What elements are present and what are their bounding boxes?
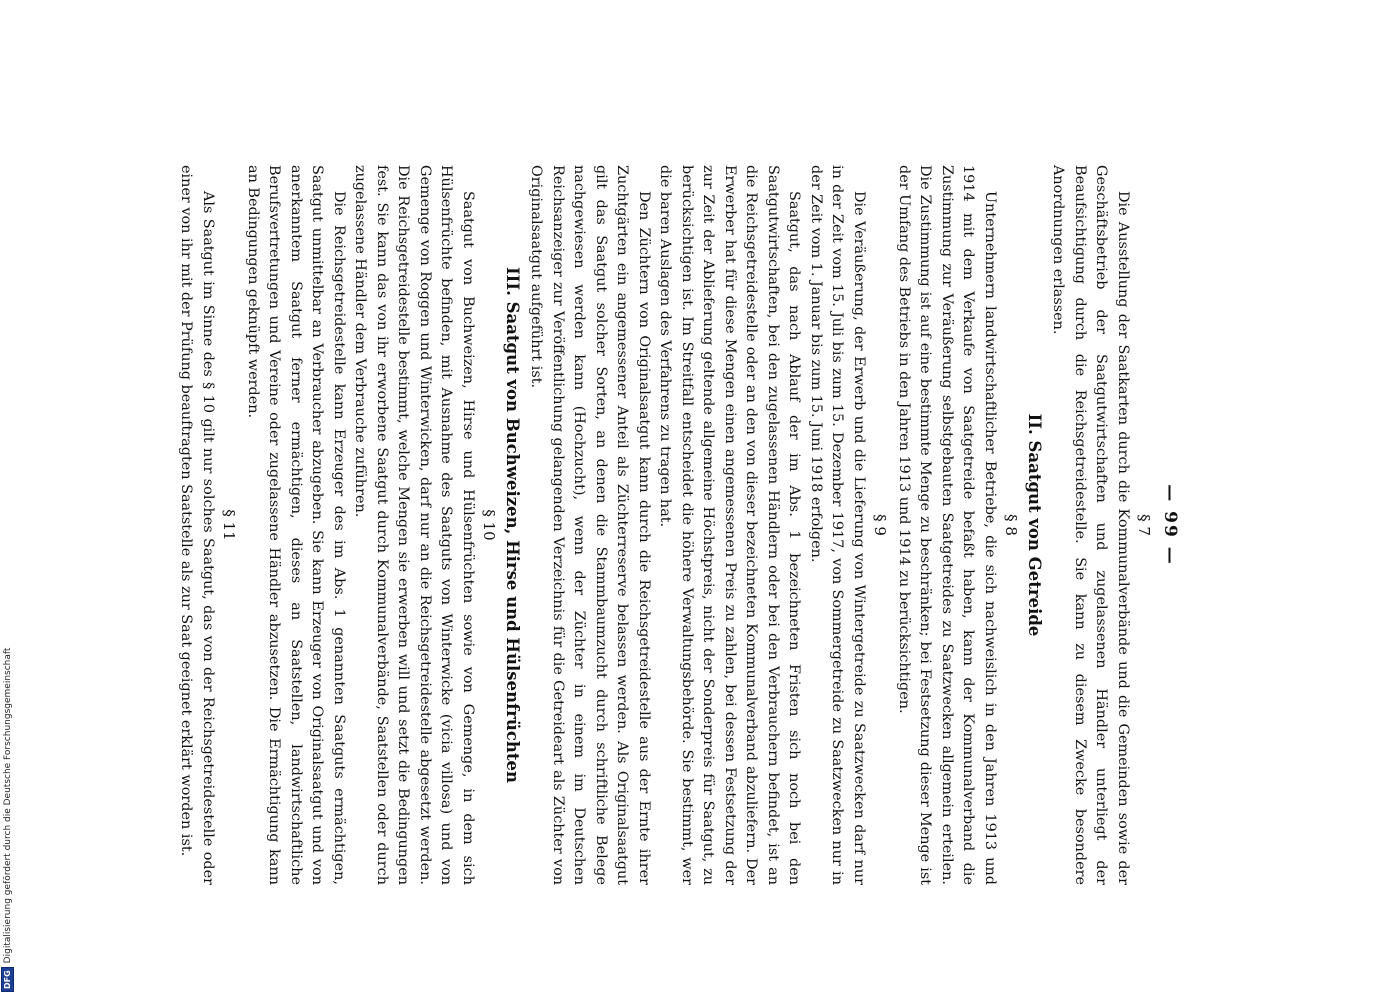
digitization-credit-strip — [0, 0, 16, 1000]
section-10-title: § 10 — [480, 509, 499, 541]
section-11-paragraph: Als Saatgut im Sinne des § 10 gilt nur solches Saatgut, das von der Reichsgetreidestelle oder einer von ihr mit der Prüfung beauftragten Saatstelle als zur Saat geeignet erklärt worden ist. — [178, 165, 216, 885]
section-9-paragraph-2: Saatgut, das nach Ablauf der im Abs. 1 bezeichneten Fristen sich noch bei den Saatgutwirtschaften, bei den zugelassenen Händlern oder bei den Verbrauchern befindet, ist an die Reichsgetreidestelle oder an den von dieser bezeichneten Kommunalverband abzuliefern. Der Erwerber hat für diese Mengen einen angemessenen Preis zu zahlen, bei dessen Festsetzung der zur Zeit der Ablieferung geltende allgemeine Höchstpreis, nicht der Sonderpreis für Saatgut, zu berücksichtigen ist. Im Streitfall entscheidet die höhere Verwaltungsbehörde. Sie bestimmt, wer die baren Auslagen des Verfahrens zu tragen hat. — [657, 165, 803, 885]
section-8-title: § 8 — [1002, 514, 1021, 536]
section-7-title: § 7 — [1135, 514, 1154, 536]
section-9-title: § 9 — [871, 514, 890, 536]
part-3-heading: III. Saatgut von Buchweizen, Hirse und Hülsenfrüchten — [503, 266, 522, 784]
section-11-title: § 11 — [220, 509, 239, 541]
document-page — [176, 165, 1180, 885]
section-10-paragraph-2: Die Reichsgetreidestelle kann Erzeuger des im Abs. 1 genannten Saatguts ermächtigen, Saatgut unmittelbar an Verbraucher abzugeben. Sie kann Erzeuger von Originalsaatgut und von anerkanntem Saatgut ferner ermächtigen, dieses an Saatstellen, landwirtschaftliche Berufsvertretungen und Vereine oder zugelassene Händler abzusetzen. Die Ermächtigung kann an Bedingungen geknüpft werden. — [245, 165, 347, 885]
section-10-paragraph-1: Saatgut von Buchweizen, Hirse und Hülsenfrüchten sowie von Gemenge, in dem sich Hülsenfrüchte befinden, mit Ausnahme des Saatguts von Winterwicke (vicia villosa) und von Gemenge von Roggen und Winterwicken, darf nur an die Reichsgetreidestelle abgesetzt werden. Die Reichsgetreidestelle bestimmt, welche Mengen sie erwerben will und setzt die Bedingungen fest. Sie kann das von ihr erworbene Saatgut durch Kommunalverbände, Saatstellen oder durch zugelassene Händler dem Verbrauche zuführen. — [352, 165, 476, 885]
section-8-paragraph: Unternehmern landwirtschaftlicher Betriebe, die sich nachweislich in den Jahren 1913 und 1914 mit dem Verkaufe von Saatgetreide befaßt haben, kann der Kommunalverband die Zustimmung zur Veräußerung selbstgebauten Saatgetreides zu Saatzwecken allgemein erteilen. Die Zustimmung ist auf eine bestimmte Menge zu beschränken; bei Festsetzung dieser Menge ist der Umfang des Betriebs in den Jahren 1913 und 1914 zu berücksichtigen. — [896, 165, 998, 885]
part-2-heading: II. Saatgut von Getreide — [1025, 413, 1044, 637]
section-9-paragraph-3: Den Züchtern von Originalsaatgut kann durch die Reichsgetreidestelle aus der Ernte ihrer Zuchtgärten ein angemessener Anteil als Züchterreserve belassen werden. Als Originalsaatgut gilt das Saatgut solcher Sorten, an denen die Stammbaumzucht durch schriftliche Belege nachgewiesen werden kann (Hochzucht), wenn der Züchter in einem im Deutschen Reichsanzeiger zur Veröffentlichung gelangenden Verzeichnis für die Getreideart als Züchter von Originalsaatgut aufgeführt ist. — [528, 165, 652, 885]
section-9-paragraph-1: Die Veräußerung, der Erwerb und die Lieferung von Wintergetreide zu Saatzwecken darf nur in der Zeit vom 15. Juli bis zum 15. Dezember 1917, von Sommergetreide zu Saatzwecken nur in der Zeit vom 1. Januar bis zum 15. Juni 1918 erfolgen. — [808, 165, 867, 885]
page-number: — 99 — — [1160, 484, 1180, 566]
section-7-paragraph: Die Ausstellung der Saatkarten durch die Kommunalverbände und die Gemeinden sowie der Geschäftsbetrieb der Saatgutwirtschaften und zugelassenen Händler unterliegt der Beaufsichtigung durch die Reichsgetreidestelle. Sie kann zu diesem Zwecke besondere Anordnungen erlassen. — [1050, 165, 1131, 885]
dfg-logo: DFG — [1, 967, 14, 992]
rotated-page-content — [176, 165, 1180, 885]
digitization-credit: Digitalisierung gefördert durch die Deutsche Forschungsgemeinschaft — [2, 647, 13, 964]
